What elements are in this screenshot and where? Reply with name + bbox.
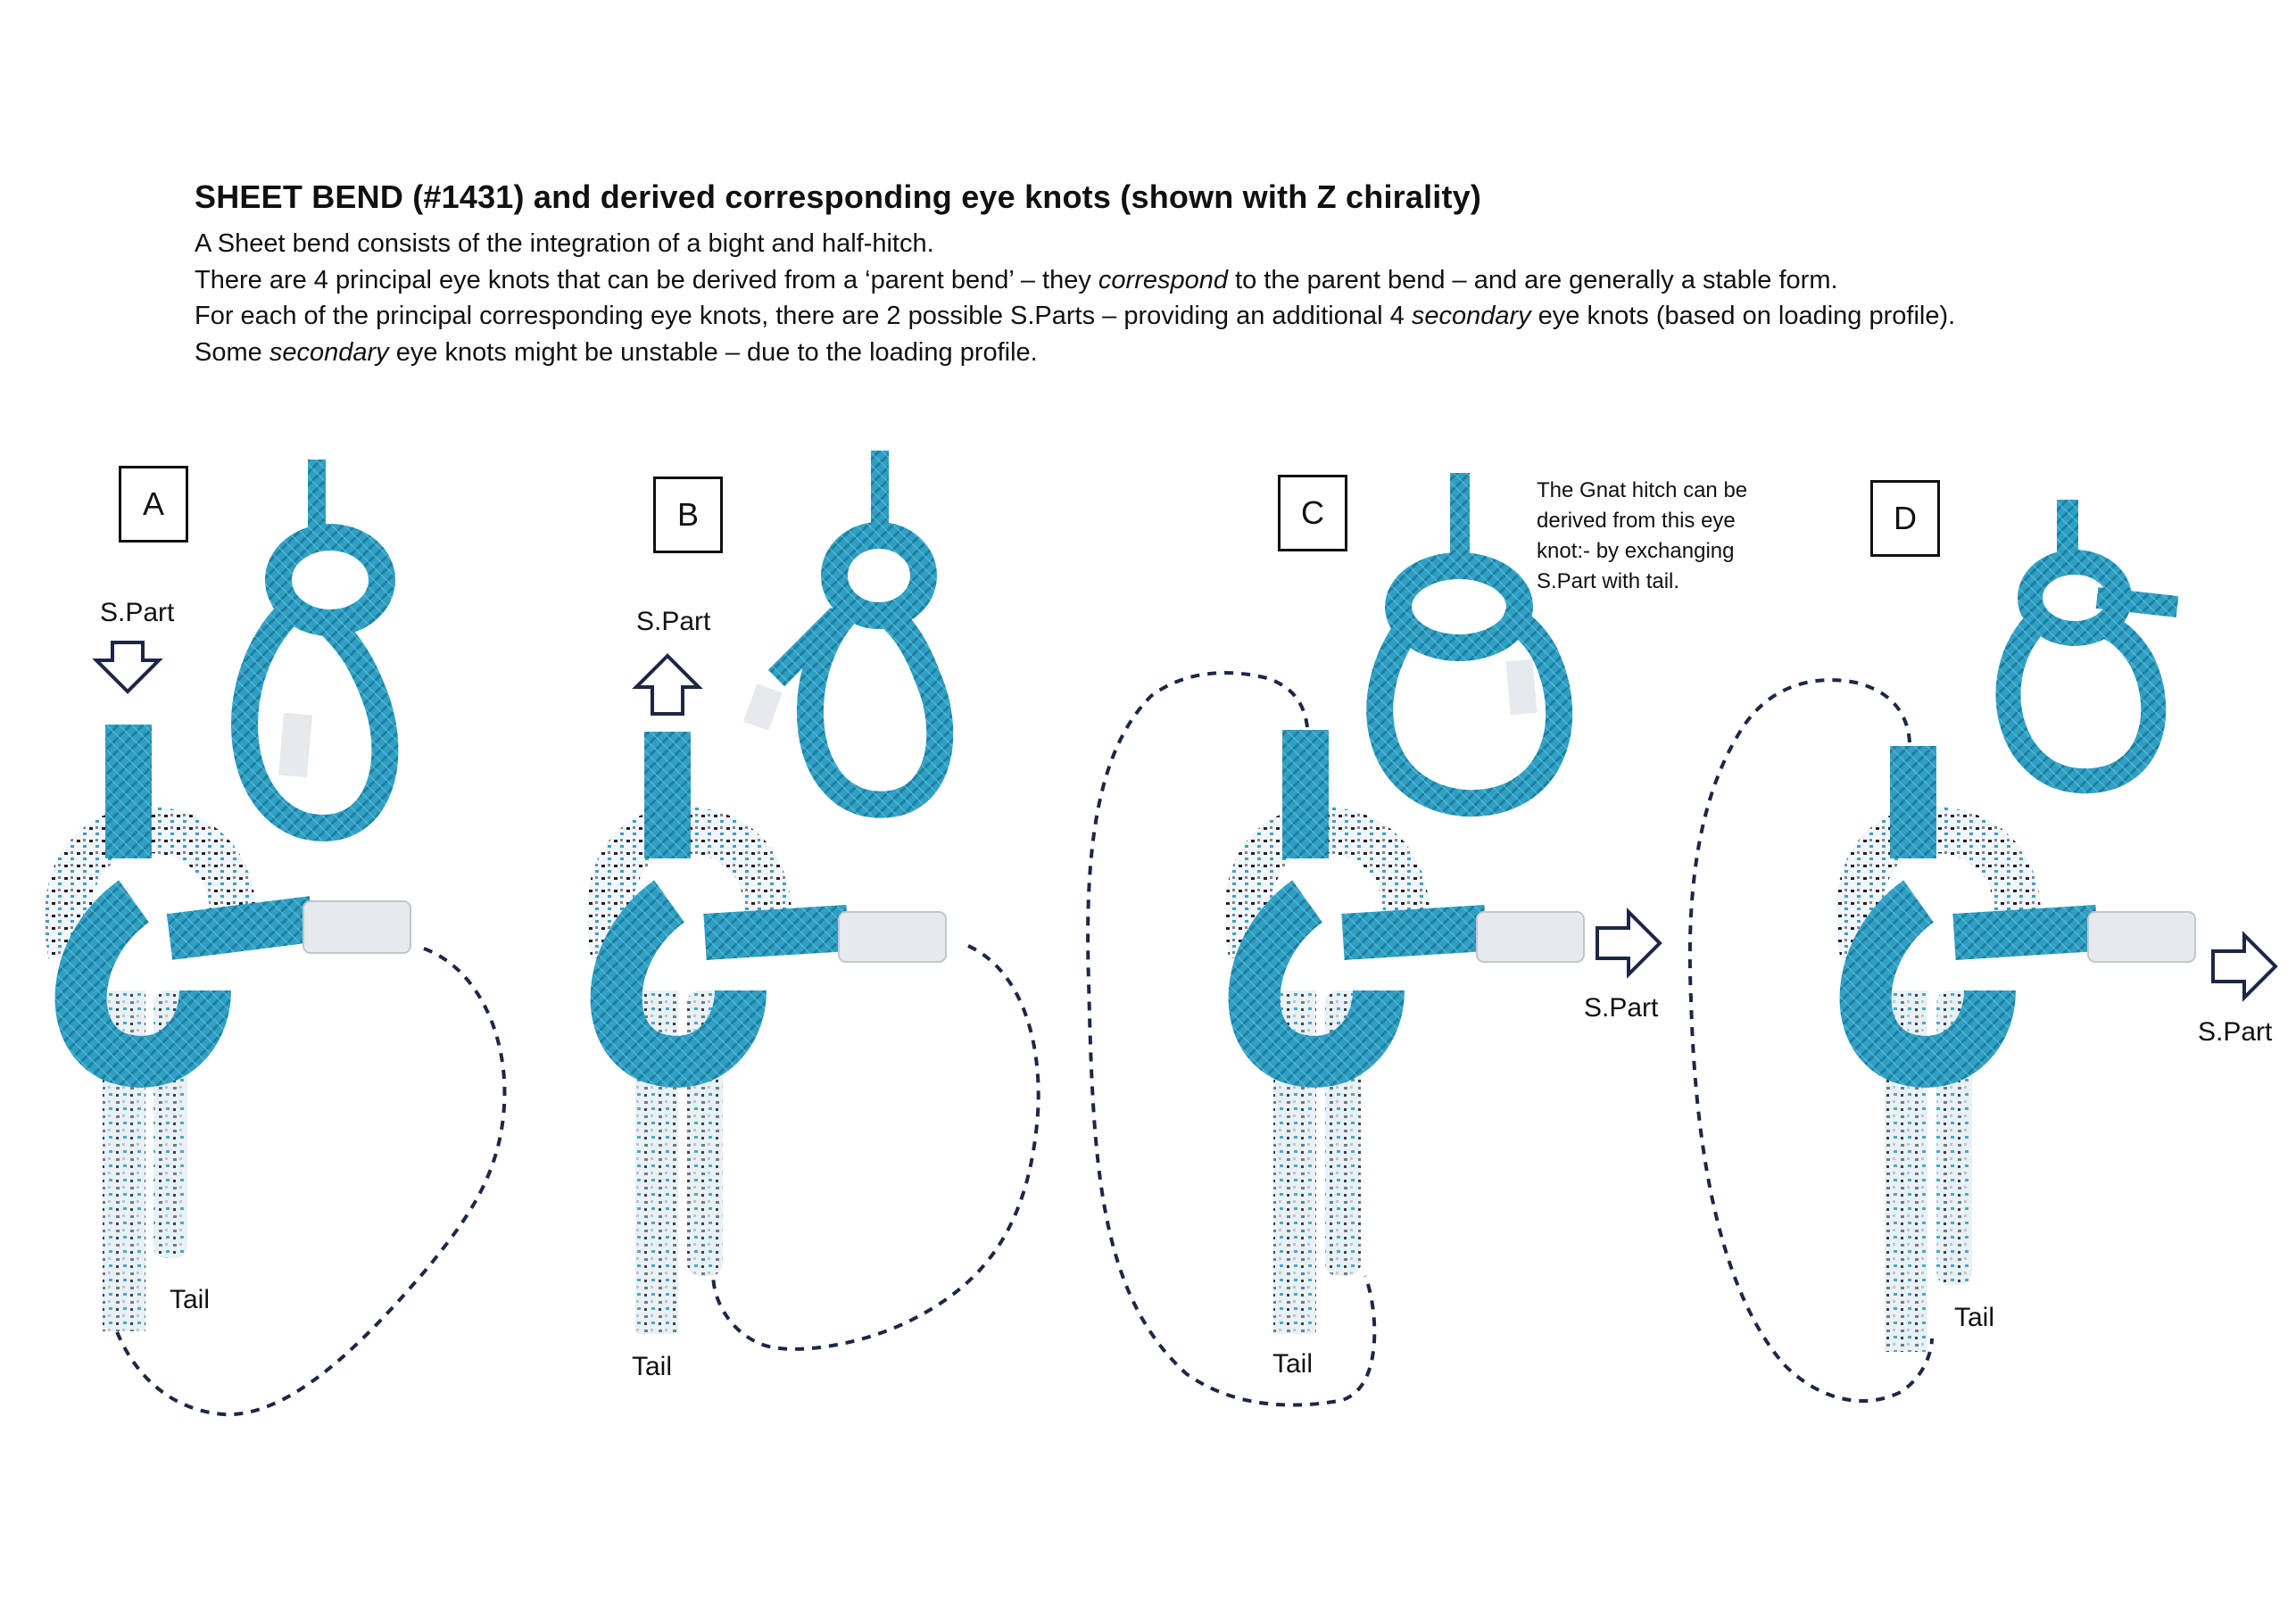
panel-d-label-box: D: [1870, 480, 1940, 557]
panel-a-spart-arrow: [96, 642, 159, 692]
panel-c-tail-label: Tail: [1272, 1349, 1314, 1379]
panel-d-blue-tail: [1954, 928, 2097, 937]
panel-c-diagram: [1088, 473, 1660, 1405]
panel-b-spart-label: S.Part: [636, 607, 711, 636]
panel-b-tail-label: Tail: [632, 1352, 673, 1381]
panel-d-blue-standing: [1890, 746, 1936, 858]
panel-c-eye-photo: [1380, 473, 1559, 803]
panel-c-blue-standing: [1282, 730, 1329, 858]
panel-a-eye-photo: [245, 460, 385, 828]
panel-d-spart-arrow: [2213, 935, 2275, 998]
panel-a-rope-end-tape: [303, 901, 410, 953]
panel-d-rope-end-tape: [2088, 912, 2195, 962]
intro-line-3: For each of the principal corresponding eye knots, there are 2 possible S.Parts – providing an additional 4 secondary eye knots (based on loading profile).: [195, 302, 1956, 330]
panel-a-blue-tail: [170, 919, 312, 937]
panel-d-diagram: [1690, 500, 2275, 1401]
intro-line-2: There are 4 principal eye knots that can be derived from a ‘parent bend’ – they correspond to the parent bend – and are generally a stable form.: [195, 266, 1838, 294]
panel-b-eye-photo: [743, 451, 940, 805]
panel-c-blue-tail: [1343, 928, 1486, 937]
panel-b-rope-end-tape: [839, 912, 946, 962]
panel-d-spart-label: S.Part: [2198, 1017, 2273, 1047]
intro-line-1: A Sheet bend consists of the integration of a bight and half-hitch.: [195, 229, 934, 258]
panel-d-tail-label: Tail: [1954, 1303, 1995, 1332]
panel-a-tail-label: Tail: [170, 1285, 211, 1314]
panel-b-spart-arrow: [636, 656, 699, 714]
intro-line-4: Some secondary eye knots might be unstable – due to the loading profile.: [195, 338, 1038, 367]
panel-a-spart-label: S.Part: [100, 598, 175, 627]
panel-c-rope-end-tape: [1477, 912, 1584, 962]
panel-b-blue-standing: [644, 732, 691, 858]
panel-c-label-box: C: [1278, 475, 1347, 551]
panel-b-diagram: [610, 451, 1039, 1349]
panel-a-label-box: A: [119, 466, 188, 543]
page-title: SHEET BEND (#1431) and derived corresponding eye knots (shown with Z chirality): [195, 178, 1482, 215]
panel-b-blue-tail: [705, 928, 848, 937]
panel-c-gnat-hitch-note: The Gnat hitch can be derived from this eye knot:- by exchanging S.Part with tail.: [1537, 478, 1748, 593]
panel-c-spart-arrow: [1597, 912, 1660, 974]
panel-d-eye-photo: [2009, 500, 2177, 781]
panel-a-blue-standing: [105, 725, 152, 858]
panel-c-spart-label: S.Part: [1584, 993, 1659, 1023]
panel-b-label-box: B: [653, 476, 723, 553]
